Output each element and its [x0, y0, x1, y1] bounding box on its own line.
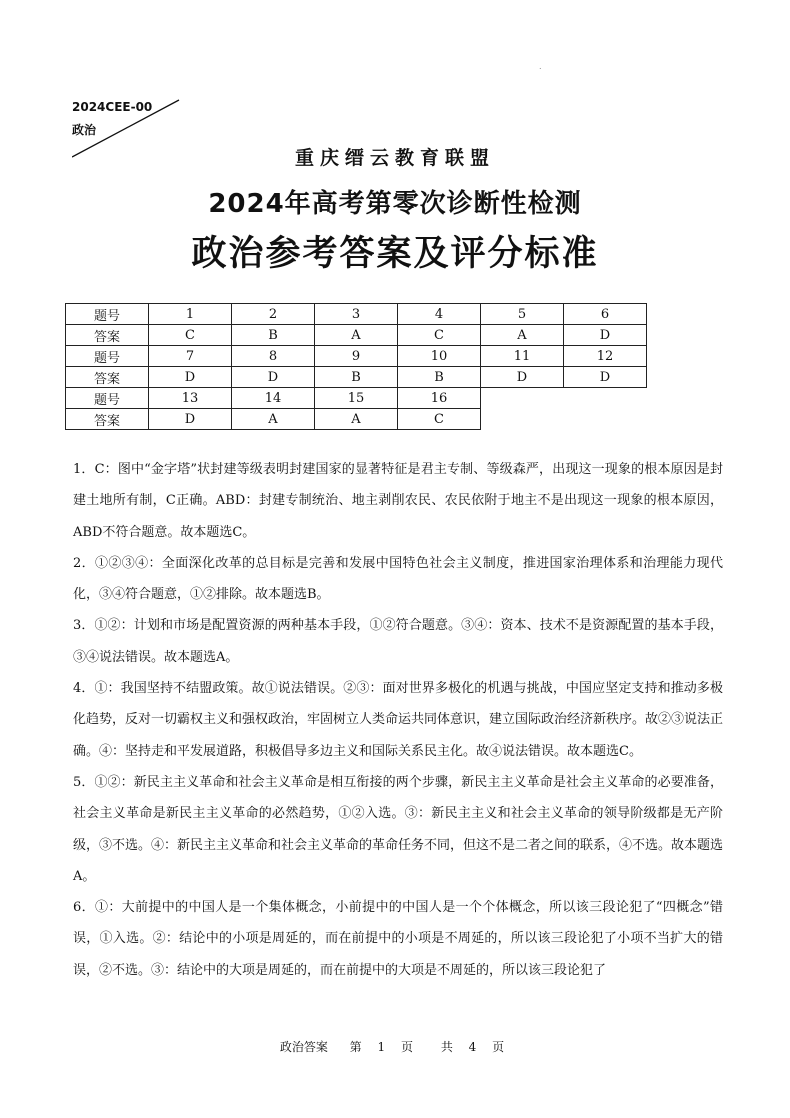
page-number: 1	[377, 1040, 386, 1054]
row-label-answer: 答案	[66, 367, 149, 388]
question-number: 5	[481, 304, 564, 325]
total-indicator	[435, 1040, 510, 1054]
explanation-paragraph: 4．①：我国坚持不结盟政策。故①说法错误。②③：面对世界多极化的机遇与挑战，中国应坚定支持和推动多极化趋势，反对一切霸权主义和强权政治，牢固树立人类命运共同体意识，建立国际政治经济新秩序。故②③说法正确。④：坚持走和平发展道路，积极倡导多边主义和国际关系民主化。故④说法错误。故本题选C。	[73, 681, 724, 759]
row-label-answer: 答案	[66, 409, 149, 430]
answer-cell: C	[149, 325, 232, 346]
answer-cell: A	[232, 409, 315, 430]
exam-code: 2024CEE-00	[72, 100, 153, 114]
page-suffix: 页	[400, 1040, 413, 1054]
table-row	[66, 325, 647, 346]
page-prefix: 第	[349, 1040, 362, 1054]
question-number: 2	[232, 304, 315, 325]
footer-label: 政治答案	[279, 1040, 328, 1054]
question-number: 8	[232, 346, 315, 367]
doc-title: 政治参考答案及评分标准	[191, 234, 599, 274]
question-number: 9	[315, 346, 398, 367]
question-number: 11	[481, 346, 564, 367]
row-label-question: 题号	[66, 388, 149, 409]
scan-dot: .	[539, 62, 542, 71]
question-number: 13	[149, 388, 232, 409]
answer-cell: D	[564, 325, 647, 346]
answer-cell: D	[481, 367, 564, 388]
explanations	[73, 454, 723, 986]
question-number: 3	[315, 304, 398, 325]
answer-cell: D	[232, 367, 315, 388]
question-number: 14	[232, 388, 315, 409]
question-number: 4	[398, 304, 481, 325]
answer-cell: D	[149, 367, 232, 388]
explanation-paragraph: 1．C：图中“金字塔”状封建等级表明封建国家的显著特征是君主专制、等级森严，出现这一现象的根本原因是封建土地所有制，C正确。ABD：封建专制统治、地主剥削农民、农民依附于地主不是出现这一现象的根本原因，ABD不符合题意。故本题选C。	[73, 462, 723, 540]
question-number: 10	[398, 346, 481, 367]
row-label-question: 题号	[66, 346, 149, 367]
table-row	[66, 388, 647, 409]
question-number: 1	[149, 304, 232, 325]
question-number: 15	[315, 388, 398, 409]
empty-cell	[564, 388, 647, 409]
answer-cell: B	[398, 367, 481, 388]
total-suffix: 页	[492, 1040, 505, 1054]
answer-cell: A	[315, 325, 398, 346]
question-number: 16	[398, 388, 481, 409]
answer-cell: D	[149, 409, 232, 430]
question-number: 7	[149, 346, 232, 367]
table-row	[66, 367, 647, 388]
table-row	[66, 304, 647, 325]
subject-label: 政治	[72, 123, 97, 137]
explanation-paragraph: 5．①②：新民主主义革命和社会主义革命是相互衔接的两个步骤，新民主主义革命是社会主义革命的必要准备，社会主义革命是新民主主义革命的必然趋势，①②入选。③：新民主主义和社会主义革命的领导阶级都是无产阶级，③不选。④：新民主主义革命和社会主义革命的革命任务不同，但这不是二者之间的联系，④不选。故本题选A。	[73, 774, 724, 884]
table-row	[66, 409, 647, 430]
row-label-answer: 答案	[66, 325, 149, 346]
page-indicator	[344, 1040, 419, 1054]
answer-cell: B	[232, 325, 315, 346]
page-footer	[0, 1038, 790, 1055]
answer-cell: A	[481, 325, 564, 346]
org-name: 重庆缙云教育联盟	[294, 147, 495, 169]
answer-cell: C	[398, 325, 481, 346]
exam-title: 2024年高考第零次诊断性检测	[208, 189, 582, 219]
explanation-paragraph: 6．①：大前提中的中国人是一个集体概念，小前提中的中国人是一个个体概念，所以该三段论犯了“四概念”错误，①入选。②：结论中的小项是周延的，而在前提中的小项是不周延的，所以该三段论犯了小项不当扩大的错误，②不选。③：结论中的大项是周延的，而在前提中的大项是不周延的，所以该三段论犯了	[73, 900, 723, 978]
empty-cell	[481, 409, 564, 430]
total-prefix: 共	[440, 1040, 453, 1054]
answer-cell: D	[564, 367, 647, 388]
explanation-paragraph: 3．①②：计划和市场是配置资源的两种基本手段，①②符合题意。③④：资本、技术不是资源配置的基本手段，③④说法错误。故本题选A。	[73, 618, 723, 665]
table-row	[66, 346, 647, 367]
empty-cell	[564, 409, 647, 430]
answer-cell: A	[315, 409, 398, 430]
question-number: 6	[564, 304, 647, 325]
total-pages: 4	[468, 1040, 477, 1054]
question-number: 12	[564, 346, 647, 367]
answer-cell: C	[398, 409, 481, 430]
answer-table	[65, 303, 647, 430]
explanation-paragraph: 2．①②③④：全面深化改革的总目标是完善和发展中国特色社会主义制度，推进国家治理体系和治理能力现代化，③④符合题意，①②排除。故本题选B。	[73, 555, 723, 603]
empty-cell	[481, 388, 564, 409]
answer-cell: B	[315, 367, 398, 388]
row-label-question: 题号	[66, 304, 149, 325]
